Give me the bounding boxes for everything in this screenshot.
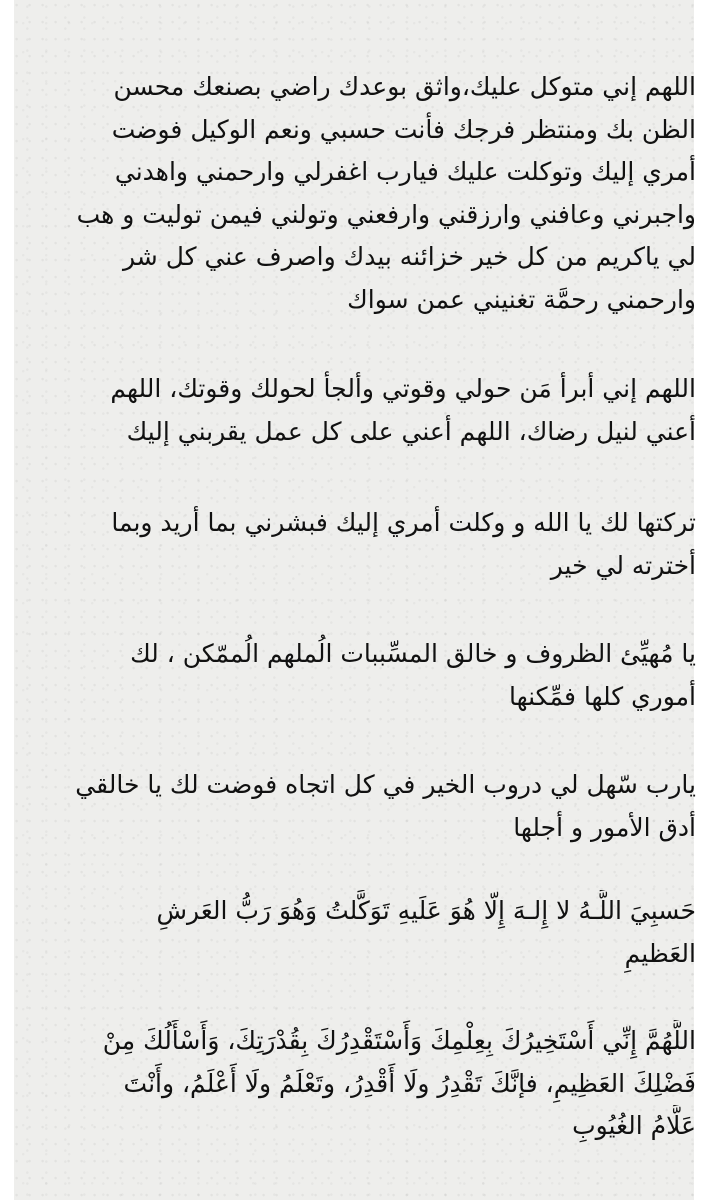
text-line: فَضْلِكَ العَظِيمِ، فإنَّكَ تَقْدِرُ ولَا أَقْدِرُ، وتَعْلَمُ ولَا أَعْلَمُ، وأَنْتَ <box>123 1068 696 1098</box>
paragraph-istikhara <box>18 1020 696 1148</box>
paragraph-hasbiyallah <box>18 890 696 975</box>
text-line: أعني لنيل رضاك، اللهم أعني على كل عمل يقربني إليك <box>126 416 696 446</box>
text-line: عَلَّامُ الغُيُوبِ <box>572 1111 696 1140</box>
text-line: يا مُهيِّئ الظروف و خالق المسِّببات الُملهم الُممّكن ، لك <box>130 639 696 668</box>
text-line: أموري كلها فمِّكنها <box>509 681 696 711</box>
paragraph-sahhil <box>18 764 696 849</box>
text-line: واجبرني وعافني وارزقني وارفعني وتولني فيمن توليت و هب <box>76 199 696 229</box>
text-line: اللَّهُمَّ إِنِّي أَسْتَخِيرُكَ بِعِلْمِكَ وَأَسْتَقْدِرُكَ بِقُدْرَتِكَ، وَأَسْأَلُكَ مِنْ <box>102 1026 696 1055</box>
text-line: أخترته لي خير <box>550 550 696 580</box>
text-line: وارحمني رحمَّة تغنيني عمن سواك <box>347 284 696 314</box>
text-line: أدق الأمور و أجلها <box>513 812 696 842</box>
paragraph-taraktuha <box>18 502 696 587</box>
text-line: يارب سّهل لي دروب الخير في كل اتجاه فوضت لك يا خالقي <box>75 770 696 799</box>
text-line: العَظيمِ <box>624 938 696 968</box>
paragraph-muhayyi <box>18 633 696 718</box>
text-line: لي ياكريم من كل خير خزائنه بيدك واصرف عني كل شر <box>123 242 696 271</box>
paragraph-abraa <box>18 368 696 453</box>
text-line: اللهم إني أبرأ مَن حولي وقوتي وألجأ لحولك وقوتك، اللهم <box>110 374 696 403</box>
text-line: تركتها لك يا الله و وكلت أمري إليك فبشرني بما أريد وبما <box>111 508 696 537</box>
text-line: اللهم إني متوكل عليك،واثق بوعدك راضي بصنعك محسن <box>113 72 696 101</box>
text-line: الظن بك ومنتظر فرجك فأنت حسبي ونعم الوكيل فوضت <box>111 114 696 144</box>
text-line: أمري إليك وتوكلت عليك فيارب اغفرلي وارحمني واهدني <box>114 157 696 186</box>
paragraph-tawakkul <box>18 66 696 321</box>
text-line: حَسبِيَ اللَّـهُ لا إِلـهَ إِلّا هُوَ عَلَيهِ تَوَكَّلتُ وَهُوَ رَبُّ العَرشِ <box>156 896 696 925</box>
